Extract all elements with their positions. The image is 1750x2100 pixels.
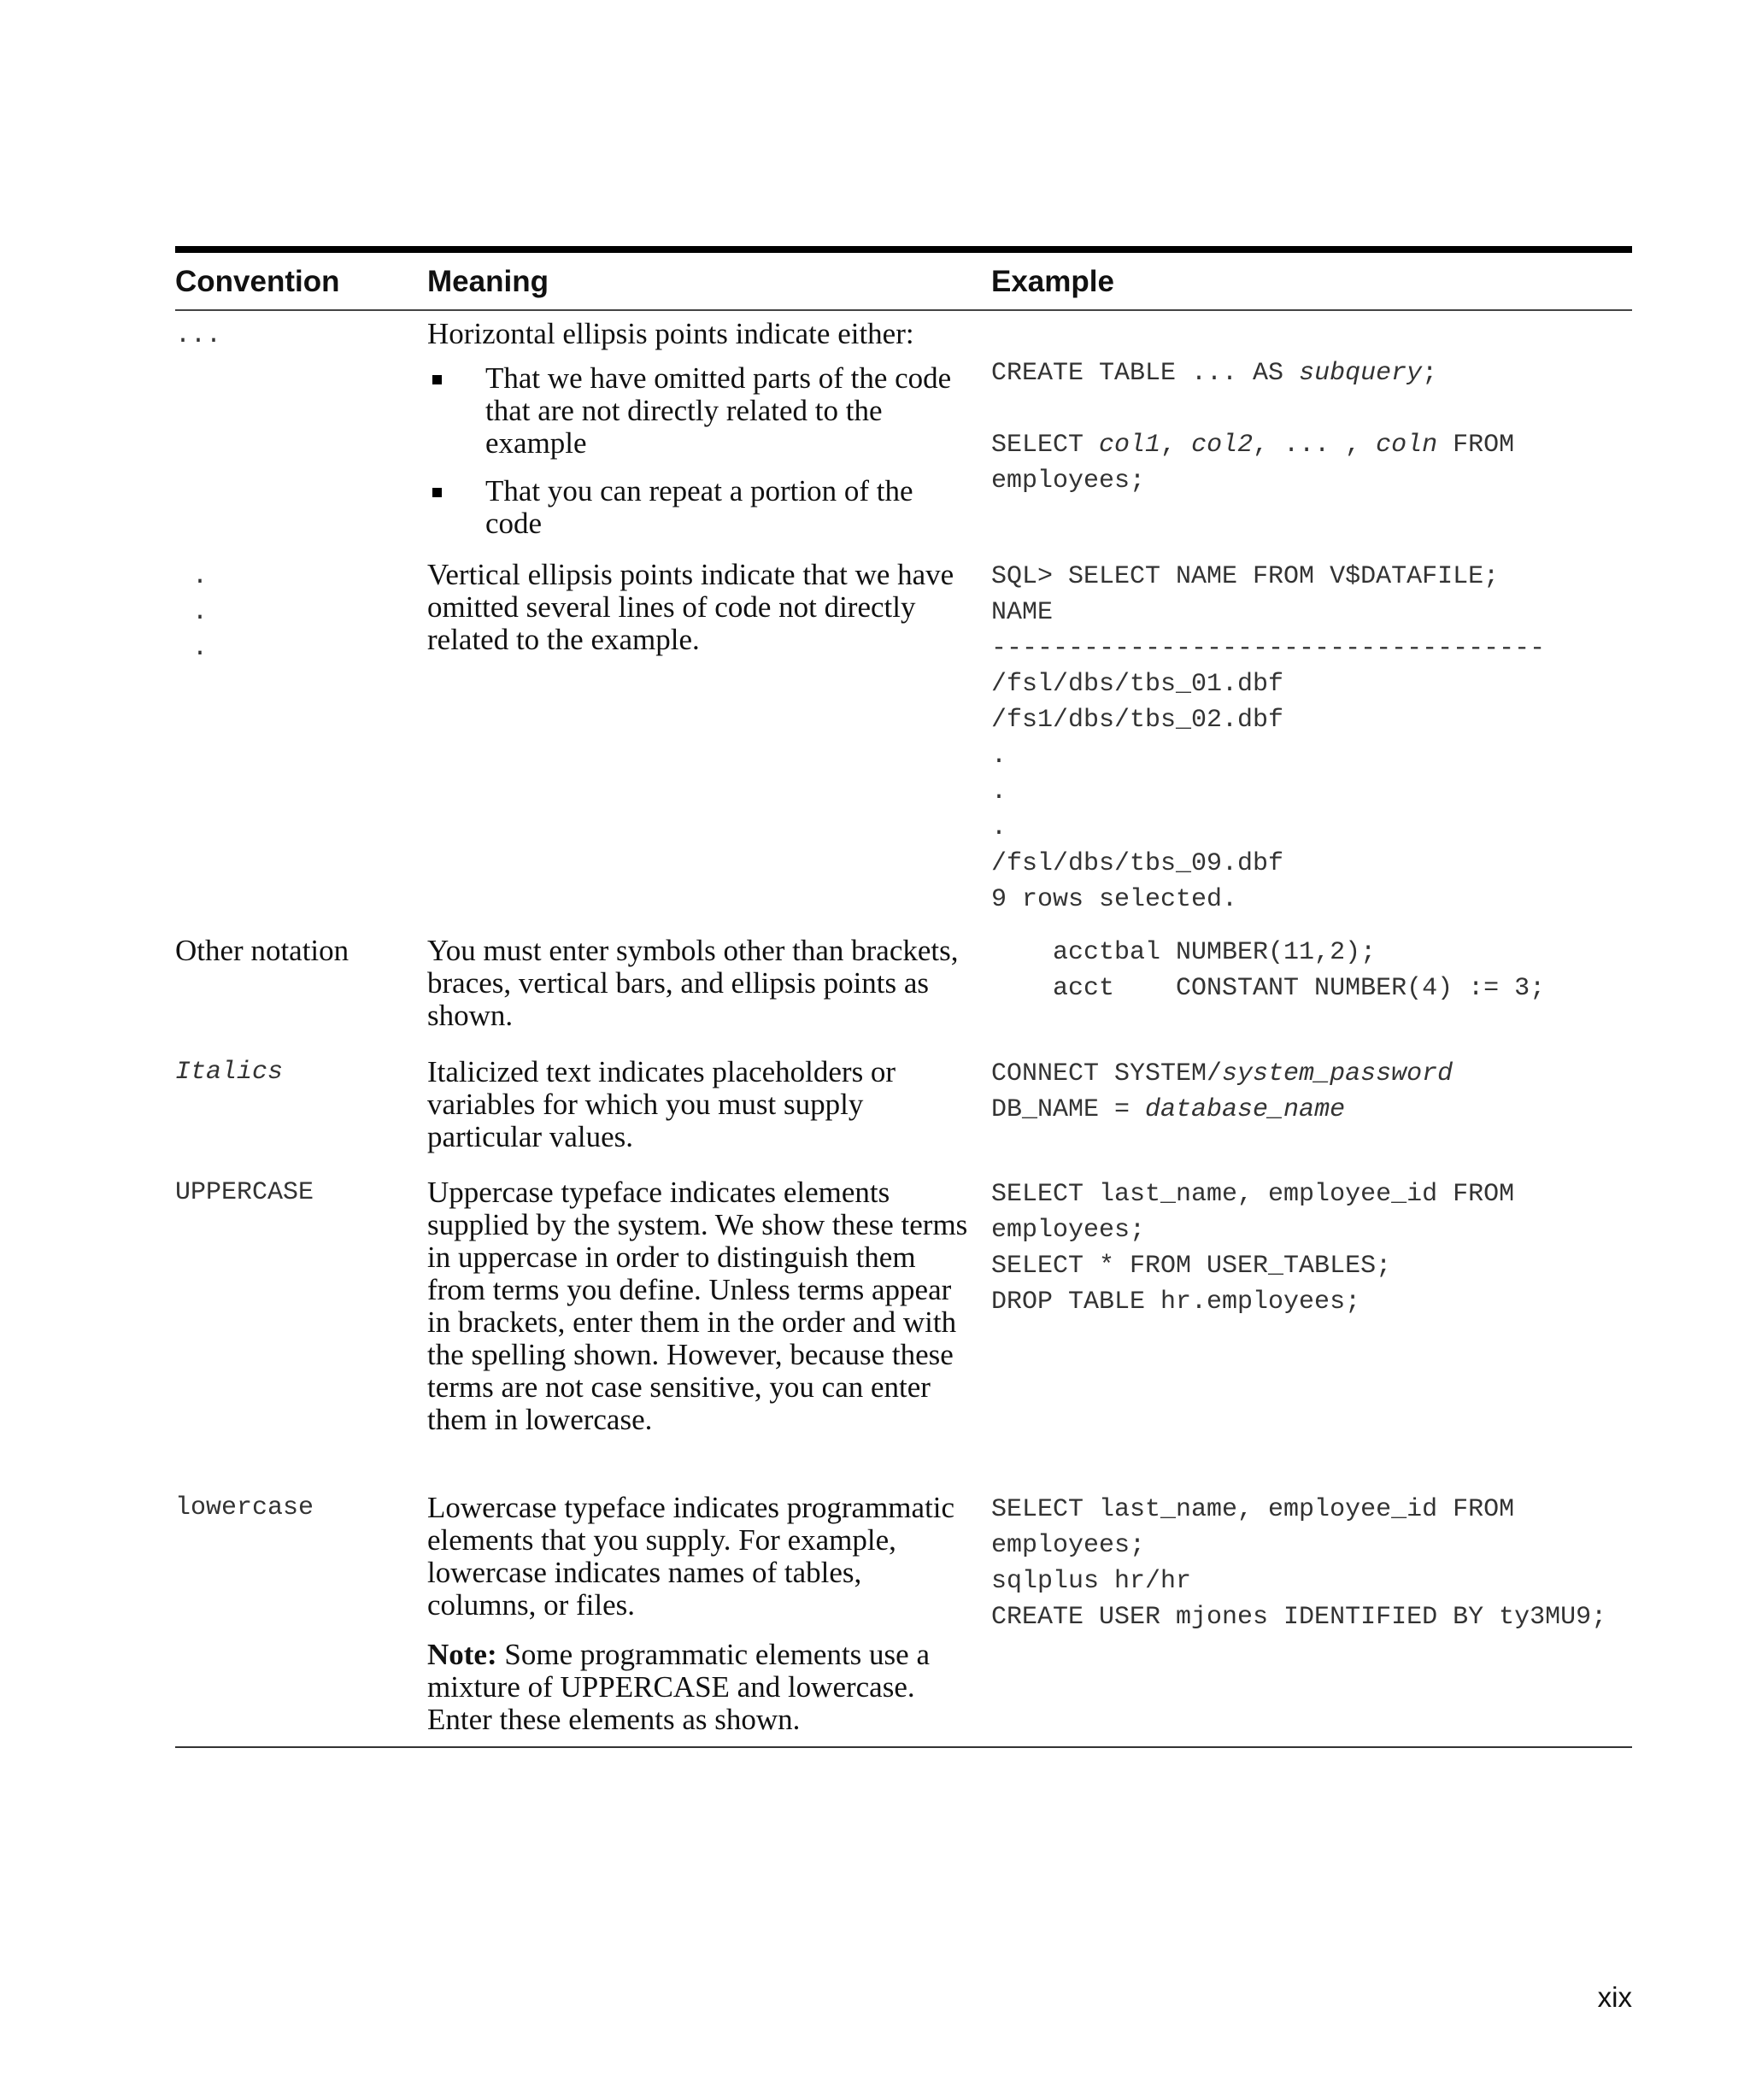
code-text: DB_NAME = (991, 1095, 1146, 1124)
code-line: acct CONSTANT NUMBER(4) := 3; (991, 974, 1546, 1003)
code-line (991, 391, 1632, 427)
table-row (175, 1056, 1632, 1176)
code-line: SELECT last_name, employee_id FROM (991, 1180, 1515, 1209)
code-line (991, 1056, 1632, 1092)
square-bullet-icon (432, 375, 442, 384)
code-line (991, 463, 1632, 499)
code-line: . (991, 742, 1007, 771)
table-header-row (175, 253, 1632, 311)
code-line (991, 355, 1632, 391)
code-text: , (1160, 431, 1192, 460)
example-cell (991, 355, 1632, 499)
code-line: employees; (991, 1531, 1146, 1560)
code-line (991, 427, 1632, 463)
code-placeholder: database_name (1145, 1095, 1346, 1124)
code-line: 9 rows selected. (991, 885, 1238, 914)
code-line: /fsl/dbs/tbs_09.dbf (991, 849, 1284, 878)
convention-cell: Other notation (175, 934, 349, 967)
meaning-intro: Horizontal ellipsis points indicate either: (427, 317, 914, 350)
convention-cell: ... (175, 321, 222, 350)
example-cell (991, 935, 1632, 1006)
code-line: SELECT last_name, employee_id FROM (991, 1495, 1515, 1524)
list-item (427, 475, 974, 540)
vertical-ellipsis: . . . (192, 562, 208, 663)
header-meaning: Meaning (427, 265, 549, 298)
table-row (175, 559, 1632, 935)
code-line: acctbal NUMBER(11,2); (991, 938, 1377, 967)
meaning-cell (427, 318, 974, 555)
table-row (175, 1492, 1632, 1739)
code-line: employees; (991, 1216, 1146, 1245)
header-convention: Convention (175, 265, 340, 298)
code-placeholder: col2 (1191, 431, 1254, 460)
code-text: employees; (991, 466, 1146, 496)
code-line: . (991, 813, 1007, 842)
code-text: ; (1422, 359, 1438, 388)
code-line: /fsl/dbs/tbs_01.dbf (991, 670, 1284, 699)
code-line: SQL> SELECT NAME FROM V$DATAFILE; (991, 562, 1500, 591)
code-text: , ... , (1253, 431, 1377, 460)
header-example: Example (991, 265, 1114, 298)
meaning-cell: Vertical ellipsis points indicate that we have omitted several lines of code not directly related to the example. (427, 558, 954, 656)
code-line (991, 1092, 1632, 1128)
code-line: NAME (991, 598, 1054, 627)
example-cell (991, 1176, 1632, 1320)
note-paragraph (427, 1639, 974, 1736)
code-text: FROM (1437, 431, 1515, 460)
code-line: sqlplus hr/hr (991, 1567, 1192, 1596)
page-number: xix (1597, 1981, 1632, 2013)
meaning-cell: Italicized text indicates placeholders or variables for which you must supply particular values. (427, 1055, 896, 1153)
code-placeholder: system_password (1222, 1059, 1453, 1088)
table-row (175, 1176, 1632, 1484)
table-row (175, 309, 1632, 548)
code-line: CREATE USER mjones IDENTIFIED BY ty3MU9; (991, 1603, 1607, 1632)
meaning-text: Lowercase typeface indicates programmatic elements that you supply. For example, lowercase indicates names of tables, columns, or files. (427, 1491, 955, 1622)
code-line: SELECT * FROM USER_TABLES; (991, 1252, 1392, 1281)
code-text: CREATE TABLE ... AS (991, 359, 1300, 388)
code-placeholder: coln (1376, 431, 1438, 460)
table-bottom-rule (175, 1746, 1632, 1748)
conventions-table (175, 246, 1632, 1736)
code-line: . (991, 777, 1007, 807)
table-row (175, 935, 1632, 1054)
meaning-cell (427, 1492, 974, 1736)
convention-cell: lowercase (175, 1493, 314, 1522)
code-line: /fs1/dbs/tbs_02.dbf (991, 706, 1284, 735)
bullet-text: That you can repeat a portion of the code (485, 474, 913, 540)
bullet-text: That we have omitted parts of the code that are not directly related to the example (485, 361, 952, 460)
code-placeholder: subquery (1299, 359, 1423, 388)
note-label: Note: (427, 1638, 497, 1671)
meaning-cell: Uppercase typeface indicates elements supplied by the system. We show these terms in uppercase in order to distinguish them from terms you define. Unless terms appear in brackets, enter them in the order and with the spelling shown. However, because these terms are not case sensitive, you can enter them in lowercase. (427, 1176, 968, 1436)
code-placeholder: col1 (1099, 431, 1161, 460)
convention-cell: Italics (175, 1058, 284, 1087)
note-text: Some programmatic elements use a mixture of UPPERCASE and lowercase. Enter these elements as shown. (427, 1638, 930, 1736)
square-bullet-icon (432, 488, 442, 497)
table-top-rule (175, 246, 1632, 253)
code-text: CONNECT SYSTEM/ (991, 1059, 1223, 1088)
code-text: SELECT (991, 431, 1100, 460)
code-line: DROP TABLE hr.employees; (991, 1288, 1361, 1317)
convention-cell: UPPERCASE (175, 1178, 314, 1207)
bullet-list (427, 362, 974, 540)
example-cell (991, 1492, 1632, 1635)
example-cell (991, 559, 1632, 918)
meaning-cell: You must enter symbols other than brackets, braces, vertical bars, and ellipsis points as shown. (427, 934, 959, 1032)
code-line: ------------------------------------ (991, 634, 1546, 663)
list-item (427, 362, 974, 460)
example-cell (991, 1056, 1632, 1128)
